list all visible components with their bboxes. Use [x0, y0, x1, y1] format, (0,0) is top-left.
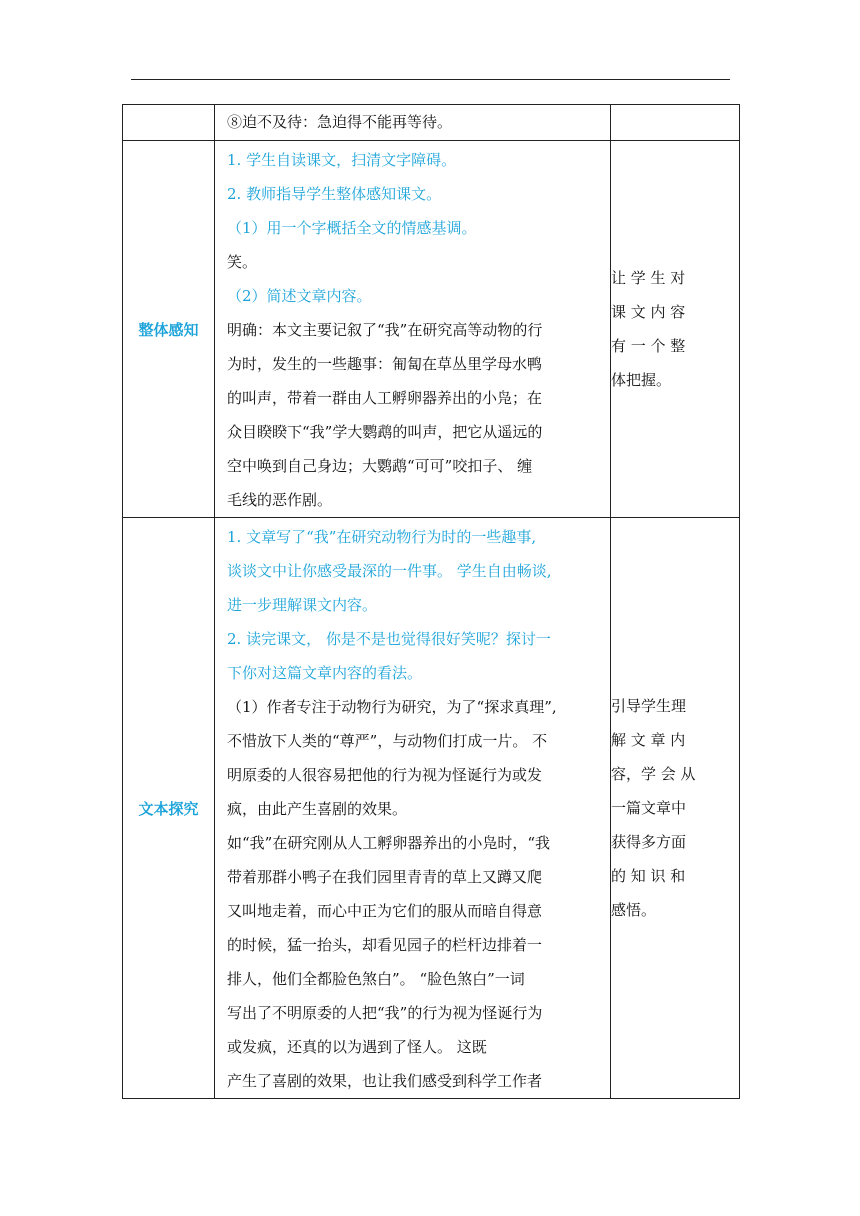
note-line: 有 一 个 整 — [611, 337, 686, 355]
content-line: 不惜放下人类的“尊严”，与动物们打成一片。 不 — [227, 732, 548, 750]
content-line: 产生了喜剧的效果，也让我们感受到科学工作者 — [227, 1072, 543, 1090]
content-line: 下你对这篇文章内容的看法。 — [227, 664, 423, 682]
vocab-line: ⑧迫不及待：急迫得不能再等待。 — [227, 113, 453, 131]
content-line: 或发疯，还真的以为遇到了怪人。 这既 — [227, 1038, 487, 1056]
content-line: （1）用一个字概括全文的情感基调。 — [227, 219, 477, 237]
teaching-note — [611, 261, 739, 397]
content-line: 进一步理解课文内容。 — [227, 596, 378, 614]
header-rule — [131, 79, 730, 80]
content-line: 写出了不明原委的人把“我”的行为视为怪诞行为 — [227, 1004, 543, 1022]
content-line: （2）简述文章内容。 — [227, 287, 372, 305]
note-line: 体把握。 — [611, 371, 672, 389]
note-cell — [611, 141, 740, 518]
note-line: 解 文 章 内 — [611, 731, 686, 749]
table-row — [123, 105, 740, 141]
table-row — [123, 141, 740, 518]
lesson-plan-table — [122, 104, 740, 1099]
content-line: 众目睽睽下“我”学大鹦鹉的叫声，把它从遥远的 — [227, 423, 543, 441]
label-cell-empty — [123, 105, 215, 141]
note-line: 让 学 生 对 — [611, 269, 686, 287]
section-content — [215, 518, 610, 1098]
content-line: 又叫地走着，而心中正为它们的服从而暗自得意 — [227, 902, 543, 920]
note-line: 引导学生理 — [611, 697, 687, 715]
label-cell — [123, 518, 215, 1099]
note-cell — [611, 518, 740, 1099]
content-cell — [215, 105, 611, 141]
teaching-note — [611, 689, 739, 927]
content-line: 1. 文章写了“我”在研究动物行为时的一些趣事, — [227, 528, 537, 546]
content-line: （1）作者专注于动物行为研究，为了“探求真理”, — [227, 698, 557, 716]
content-line: 的时候，猛一抬头，却看见园子的栏杆边排着一 — [227, 936, 543, 954]
content-line: 1. 学生自读课文，扫清文字障碍。 — [227, 151, 457, 169]
note-line: 的 知 识 和 — [611, 867, 686, 885]
content-cell — [215, 141, 611, 518]
note-line: 课 文 内 容 — [611, 303, 686, 321]
note-line: 感悟。 — [611, 901, 657, 919]
note-line: 获得多方面 — [611, 833, 687, 851]
table-row — [123, 518, 740, 1099]
content-line: 疯，由此产生喜剧的效果。 — [227, 800, 408, 818]
content-line: 空中唤到自己身边；大鹦鹉“可可”咬扣子、 缠 — [227, 457, 533, 475]
section-content — [215, 141, 610, 517]
content-line: 笑。 — [227, 253, 258, 271]
content-cell — [215, 518, 611, 1099]
note-cell-empty — [611, 105, 740, 141]
content-line: 排人，他们全都脸色煞白”。 “脸色煞白”一词 — [227, 970, 525, 988]
content-line: 谈谈文中让你感受最深的一件事。 学生自由畅谈, — [227, 562, 552, 580]
note-line: 容，学 会 从 — [611, 765, 696, 783]
content-line: 带着那群小鸭子在我们园里青青的草上又蹲又爬 — [227, 868, 543, 886]
content-line: 明原委的人很容易把他的行为视为怪诞行为或发 — [227, 766, 543, 784]
content-line: 毛线的恶作剧。 — [227, 491, 333, 509]
content-line: 的叫声，带着一群由人工孵卵器养出的小凫；在 — [227, 389, 543, 407]
content-line: 明确：本文主要记叙了“我”在研究高等动物的行 — [227, 321, 543, 339]
content-line: 为时，发生的一些趣事：匍匐在草丛里学母水鸭 — [227, 355, 543, 373]
section-label: 整体感知 — [138, 320, 199, 339]
note-line: 一篇文章中 — [611, 799, 687, 817]
label-cell — [123, 141, 215, 518]
content-line: 如“我”在研究刚从人工孵卵器养出的小凫时，“我 — [227, 834, 551, 852]
section-label: 文本探究 — [138, 799, 199, 818]
content-line: 2. 教师指导学生整体感知课文。 — [227, 185, 442, 203]
content-line: 2. 读完课文， 你是不是也觉得很好笑呢？探讨一 — [227, 630, 551, 648]
